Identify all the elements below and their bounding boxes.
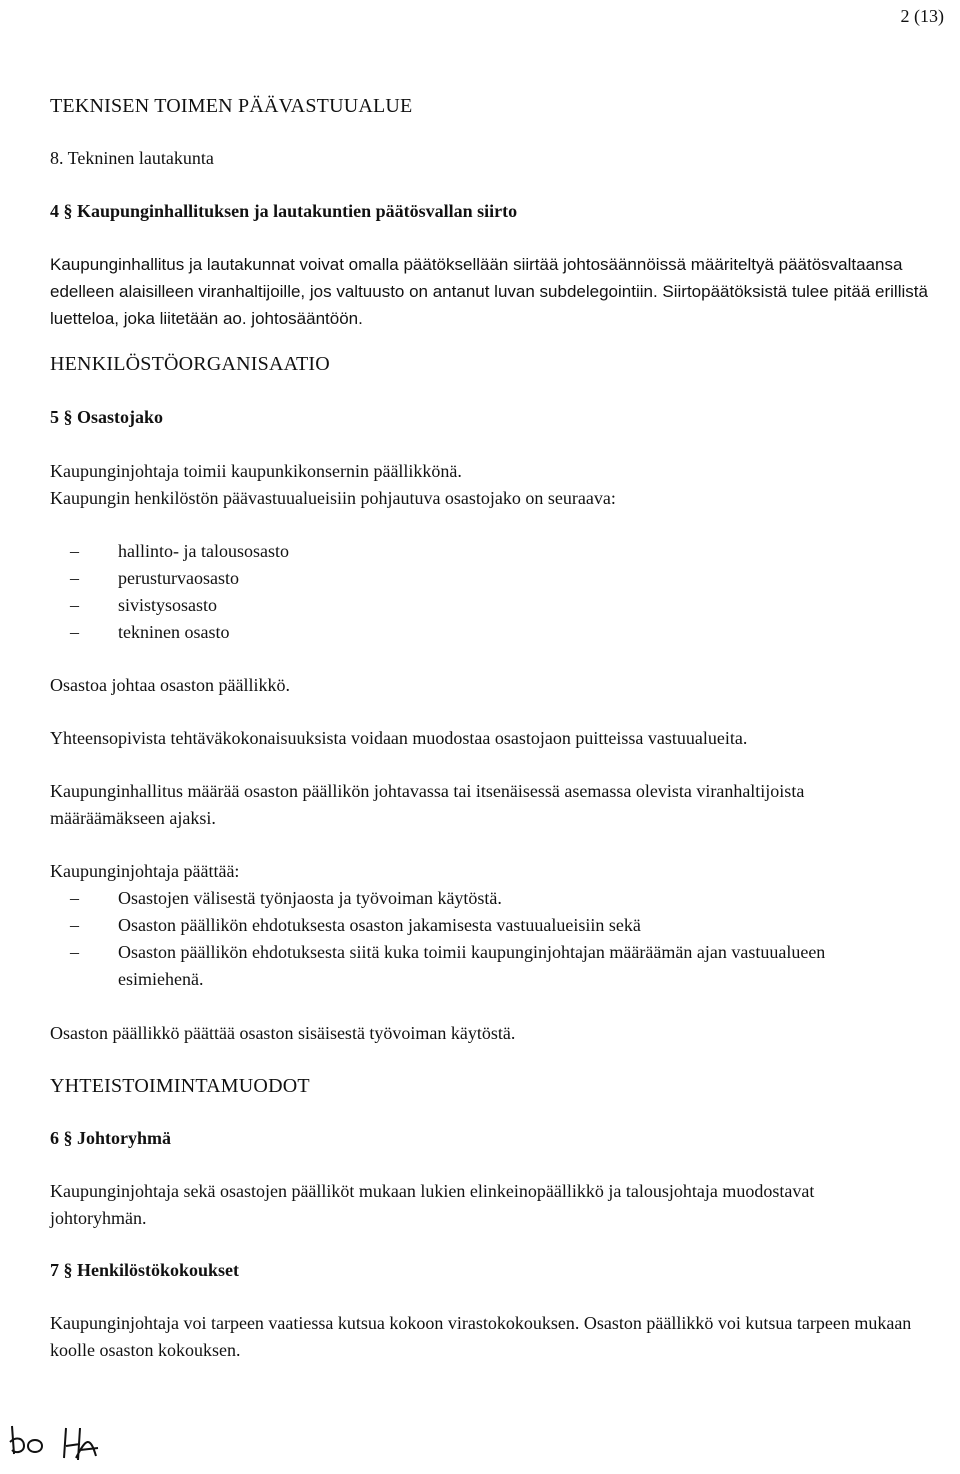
article-4-text: Kaupunginhallitus ja lautakunnat voivat omalla päätöksellään siirtää johtosäännöissä määriteltyä päätösvaltaansa edelleen alaisilleen viranhaltijoille, jos valtuusto on antanut luvan subdelegointiin. Siirtopäätöksistä tulee pitää erillistä luetteloa, joka liitetään ao. johtosääntöön. [50,255,928,328]
list-item: – tekninen osasto [50,619,930,646]
department-list [50,538,930,646]
article-5-para6: Osaston päällikkö päättää osaston sisäisestä työvoiman käytöstä. [50,1023,516,1043]
committee-subheading: 8. Tekninen lautakunta [50,148,214,168]
article-5-title: 5 § Osastojako [50,407,164,427]
section-heading-technical: TEKNISEN TOIMEN PÄÄVASTUUALUE [50,95,413,117]
article-5-para2: Osastoa johtaa osaston päällikkö. [50,675,290,695]
article-5-intro-line1: Kaupunginjohtaja toimii kaupunkikonsernin päällikkönä. [50,461,462,481]
list-item: – Osaston päällikön ehdotuksesta siitä kuka toimii kaupunginjohtajan määräämän ajan vastuualueen esimiehenä. [50,939,890,993]
article-7-title: 7 § Henkilöstökokoukset [50,1260,240,1280]
decision-list [50,885,930,993]
article-5-decisions-intro: Kaupunginjohtaja päättää: [50,861,240,881]
section-heading-cooperation: YHTEISTOIMINTAMUODOT [50,1075,310,1097]
article-4-title: 4 § Kaupunginhallituksen ja lautakuntien päätösvallan siirto [50,201,518,221]
article-5-para3: Yhteensopivista tehtäväkokonaisuuksista voidaan muodostaa osastojaon puitteissa vastuualueita. [50,728,748,748]
article-6-title: 6 § Johtoryhmä [50,1128,171,1148]
document-body [50,93,930,1364]
handwritten-initials-signature [6,1418,116,1468]
page-number: 2 (13) [900,6,944,26]
list-item: – perusturvaosasto [50,565,930,592]
list-item: – Osastojen välisestä työnjaosta ja työvoiman käytöstä. [50,885,890,912]
article-7-text: Kaupunginjohtaja voi tarpeen vaatiessa kutsua kokoon virastokokouksen. Osaston päällikkö voi kutsua tarpeen mukaan koolle osaston kokouksen. [50,1313,912,1360]
list-item: – Osaston päällikön ehdotuksesta osaston jakamisesta vastuualueisiin sekä [50,912,890,939]
article-5-para4: Kaupunginhallitus määrää osaston päällikön johtavassa tai itsenäisessä asemassa olevista viranhaltijoista määräämäkseen ajaksi. [50,781,805,828]
section-heading-personnel: HENKILÖSTÖORGANISAATIO [50,353,330,375]
list-item: – hallinto- ja talousosasto [50,538,930,565]
article-6-text: Kaupunginjohtaja sekä osastojen päälliköt mukaan lukien elinkeinopäällikkö ja talousjohtaja muodostavat johtoryhmän. [50,1181,815,1228]
list-item: – sivistysosasto [50,592,930,619]
article-5-intro-line2: Kaupungin henkilöstön päävastuualueisiin pohjautuva osastojako on seuraava: [50,488,616,508]
